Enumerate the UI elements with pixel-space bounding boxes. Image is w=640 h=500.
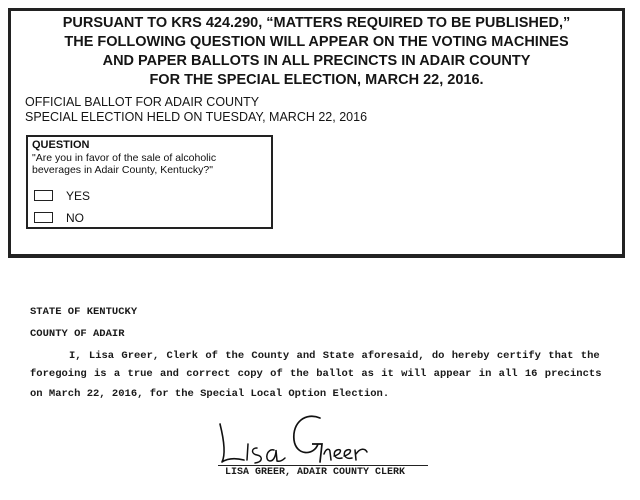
question-text-line: beverages in Adair County, Kentucky?"	[32, 164, 213, 176]
signature-line	[218, 465, 428, 466]
state-line: STATE OF KENTUCKY	[30, 306, 138, 318]
question-text-line: "Are you in favor of the sale of alcoholic	[32, 152, 217, 164]
heading-line: PURSUANT TO KRS 424.290, “MATTERS REQUIRED TO BE PUBLISHED,”	[62, 15, 571, 31]
handwritten-signature	[210, 408, 380, 468]
certification-text-line: I, Lisa Greer, Clerk of the County and State aforesaid, do hereby certify that the	[69, 350, 600, 362]
heading-line: AND PAPER BALLOTS IN ALL PRECINCTS IN ADAIR COUNTY	[102, 53, 531, 69]
certification-text-line: on March 22, 2016, for the Special Local Option Election.	[30, 388, 390, 400]
no-label: NO	[66, 211, 84, 225]
clerk-name: LISA GREER, ADAIR COUNTY CLERK	[225, 467, 406, 478]
certification-text-line: foregoing is a true and correct copy of the ballot as it will appear in all 16 precincts	[30, 368, 602, 380]
ballot-title-line: OFFICIAL BALLOT FOR ADAIR COUNTY	[25, 95, 260, 109]
ballot-title-line: SPECIAL ELECTION HELD ON TUESDAY, MARCH 22, 2016	[25, 110, 368, 124]
yes-label: YES	[66, 189, 91, 203]
heading-line: FOR THE SPECIAL ELECTION, MARCH 22, 2016.	[149, 72, 484, 88]
heading-line: THE FOLLOWING QUESTION WILL APPEAR ON THE VOTING MACHINES	[64, 34, 569, 50]
county-line: COUNTY OF ADAIR	[30, 328, 125, 340]
question-label: QUESTION	[32, 139, 90, 151]
